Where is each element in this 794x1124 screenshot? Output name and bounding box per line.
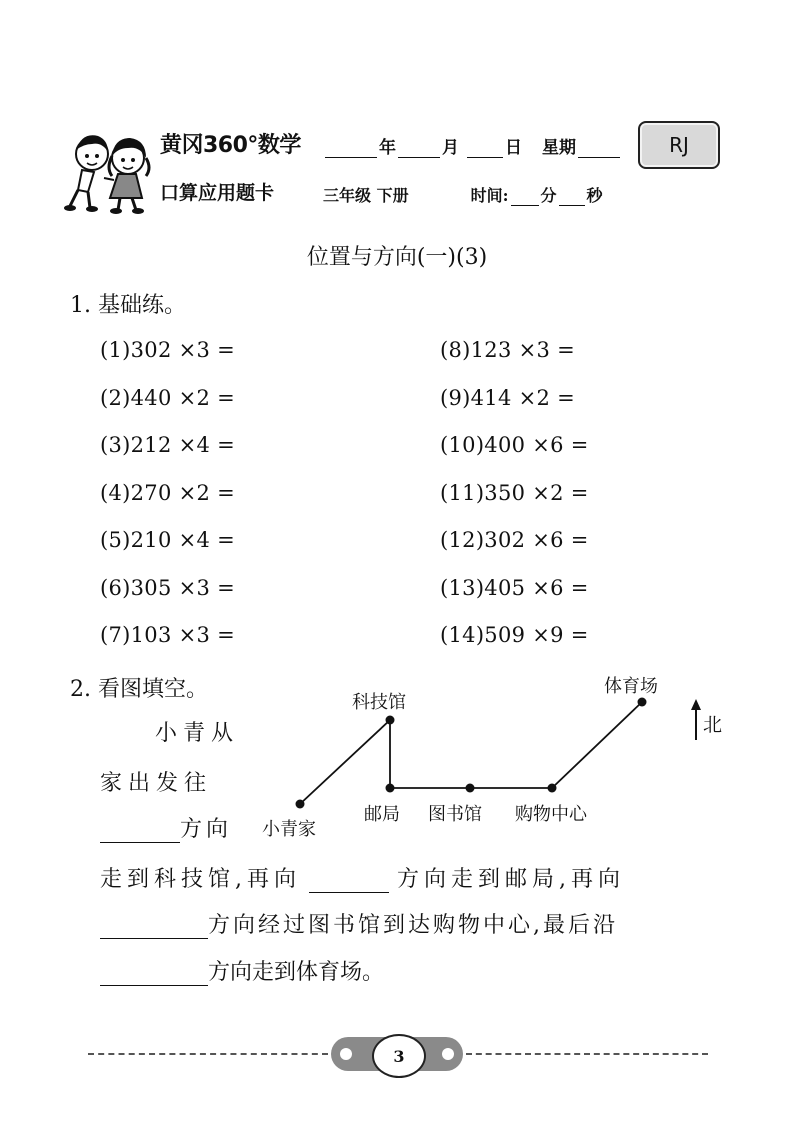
post-point [386, 784, 395, 793]
date-fields [323, 133, 622, 158]
story-line-6 [100, 955, 384, 986]
weekday-blank[interactable] [578, 139, 620, 158]
brand-subtitle: 口算应用题卡 [160, 182, 275, 204]
story-line-5-text: 方向经过图书馆到达购物中心,最后沿 [208, 913, 618, 938]
problem-2: (2)440 ×2 = [100, 386, 236, 410]
grade-label: 三年级 下册 [323, 186, 409, 205]
day-label: 日 [505, 138, 522, 158]
problem-9: (9)414 ×2 = [440, 386, 576, 410]
time-label: 时间: [470, 186, 509, 205]
brand-title: 黄冈360°数学 [160, 133, 301, 158]
map-label-post-office: 邮局 [364, 804, 400, 825]
story-line-2: 家出发往 [100, 771, 213, 796]
problem-3: (3)212 ×4 = [100, 433, 236, 457]
problem-12: (12)302 ×6 = [440, 528, 589, 552]
second-label: 秒 [586, 186, 603, 205]
story-line-1: 小青从 [155, 721, 240, 746]
problem-4: (4)270 ×2 = [100, 481, 236, 505]
problem-14: (14)509 ×9 = [440, 623, 589, 647]
map-label-stadium: 体育场 [604, 676, 658, 697]
problem-5: (5)210 ×4 = [100, 528, 236, 552]
problem-1: (1)302 ×3 = [100, 338, 236, 362]
answer-blank-3[interactable] [100, 916, 208, 939]
story-line-3 [100, 812, 232, 843]
map-label-science-museum: 科技馆 [352, 692, 406, 713]
problem-7: (7)103 ×3 = [100, 623, 236, 647]
mascot-kids-illustration [62, 128, 162, 214]
route-home-to-museum [300, 720, 390, 804]
problem-6: (6)305 ×3 = [100, 576, 236, 600]
problem-13: (13)405 ×6 = [440, 576, 589, 600]
story-line-4-a: 走到科技馆,再向 [100, 867, 301, 892]
answer-blank-1[interactable] [100, 820, 180, 843]
story-line-5 [100, 908, 618, 939]
section2-title: 2. 看图填空。 [70, 677, 208, 702]
story-line-3-suffix: 方向 [180, 817, 233, 842]
map-label-north: 北 [703, 714, 723, 736]
second-blank[interactable] [559, 187, 585, 206]
weekday-label: 星期 [542, 138, 576, 158]
museum-point [386, 716, 395, 725]
footer-divider-left [88, 1053, 328, 1055]
problem-11: (11)350 ×2 = [440, 481, 589, 505]
route-shopping-to-stadium [552, 702, 642, 788]
day-blank[interactable] [467, 139, 503, 158]
shopping-point [548, 784, 557, 793]
footer-dot-left [340, 1048, 352, 1060]
story-line-4-b: 方向走到邮局,再向 [397, 867, 625, 892]
edition-badge: RJ [638, 121, 720, 169]
map-label-shopping-center: 购物中心 [515, 804, 587, 825]
page-number: 3 [372, 1034, 426, 1078]
map-label-home: 小青家 [262, 819, 316, 840]
footer-dot-right [442, 1048, 454, 1060]
grade-time-row [323, 183, 603, 206]
answer-blank-4[interactable] [100, 963, 208, 986]
library-point [466, 784, 475, 793]
lesson-title: 位置与方向(一)(3) [306, 245, 488, 270]
minute-blank[interactable] [511, 187, 539, 206]
year-blank[interactable] [325, 139, 377, 158]
minute-label: 分 [540, 186, 557, 205]
story-line-4 [100, 862, 625, 893]
story-line-6-text: 方向走到体育场。 [208, 960, 385, 985]
footer-divider-right [466, 1053, 708, 1055]
problem-8: (8)123 ×3 = [440, 338, 576, 362]
problem-10: (10)400 ×6 = [440, 433, 589, 457]
map-label-library: 图书馆 [428, 804, 482, 825]
section1-title: 1. 基础练。 [70, 293, 186, 318]
north-arrow-head-icon [691, 699, 701, 710]
answer-blank-2[interactable] [309, 870, 389, 893]
month-blank[interactable] [398, 139, 440, 158]
home-point [296, 800, 305, 809]
stadium-point [638, 698, 647, 707]
year-label: 年 [379, 138, 396, 158]
month-label: 月 [442, 138, 459, 158]
